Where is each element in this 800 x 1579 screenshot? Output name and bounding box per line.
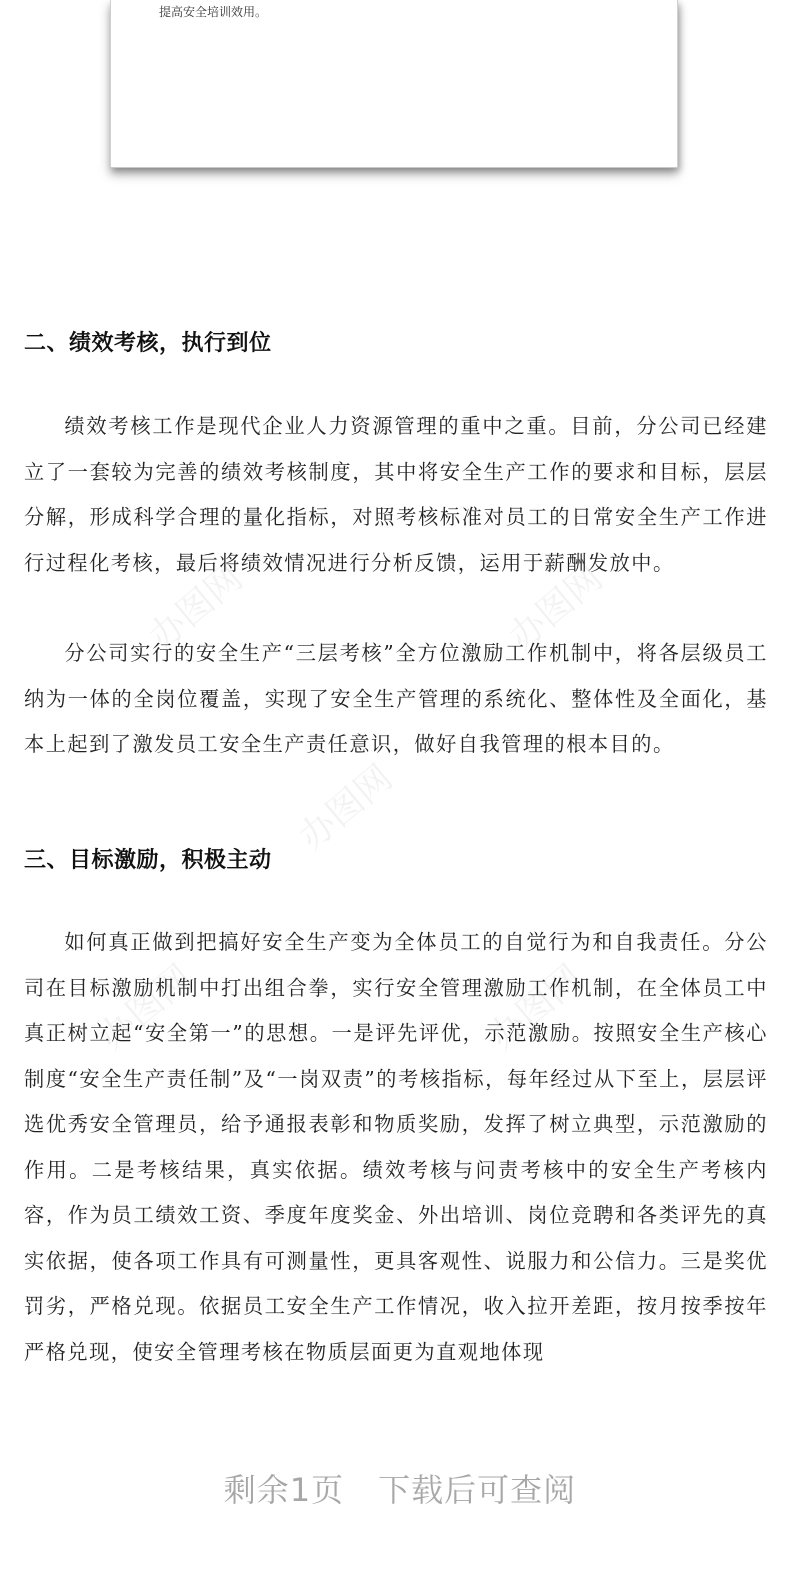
paragraph: 如何真正做到把搞好安全生产变为全体员工的自觉行为和自我责任。分公司在目标激励机制中打出组合拳，实行安全管理激励工作机制，在全体员工中真正树立起“安全第一”的思想。一是评先评优，示范激励。按照安全生产核心制度“安全生产责任制”及“一岗双责”的考核指标，每年经过从下至上，层层评选优秀安全管理员，给予通报表彰和物质奖励，发挥了树立典型，示范激励的作用。二是考核结果，真实依据。绩效考核与问责考核中的安全生产考核内容，作为员工绩效工资、季度年度奖金、外出培训、岗位竞聘和各类评先的真实依据，使各项工作具有可测量性，更具客观性、说服力和公信力。三是奖优罚劣，严格兑现。依据员工安全生产工作情况，收入拉开差距，按月按季按年严格兑现，使安全管理考核在物质层面更为直观地体现	[24, 930, 768, 1364]
section-heading-incentive: 三、目标激励，积极主动	[24, 848, 272, 873]
watermark: 办图网	[501, 557, 611, 659]
card-page	[110, 0, 678, 168]
paragraph: 绩效考核工作是现代企业人力资源管理的重中之重。目前，分公司已经建立了一套较为完善的绩效考核制度，其中将安全生产工作的要求和目标，层层分解，形成科学合理的量化指标，对照考核标准对员工的日常安全生产工作进行过程化考核，最后将绩效情况进行分析反馈，运用于薪酬发放中。	[24, 414, 768, 575]
section-heading-performance: 二、绩效考核，执行到位	[24, 331, 272, 356]
document-preview-card	[110, 0, 678, 168]
watermark: 办图网	[141, 557, 251, 659]
card-text: 提高安全培训效用。	[159, 5, 268, 19]
remaining-pages-label: 剩余1页	[223, 1471, 345, 1509]
download-to-view-label: 下载后可查阅	[378, 1471, 577, 1509]
watermark: 办图网	[291, 757, 401, 859]
download-prompt[interactable]	[0, 1468, 800, 1512]
paragraph: 分公司实行的安全生产“三层考核”全方位激励工作机制中，将各层级员工纳为一体的全岗位覆盖，实现了安全生产管理的系统化、整体性及全面化，基本上起到了激发员工安全生产责任意识，做好自我管理的根本目的。	[24, 641, 768, 756]
watermark: 办图网	[481, 957, 591, 1059]
watermark: 办图网	[91, 957, 201, 1059]
